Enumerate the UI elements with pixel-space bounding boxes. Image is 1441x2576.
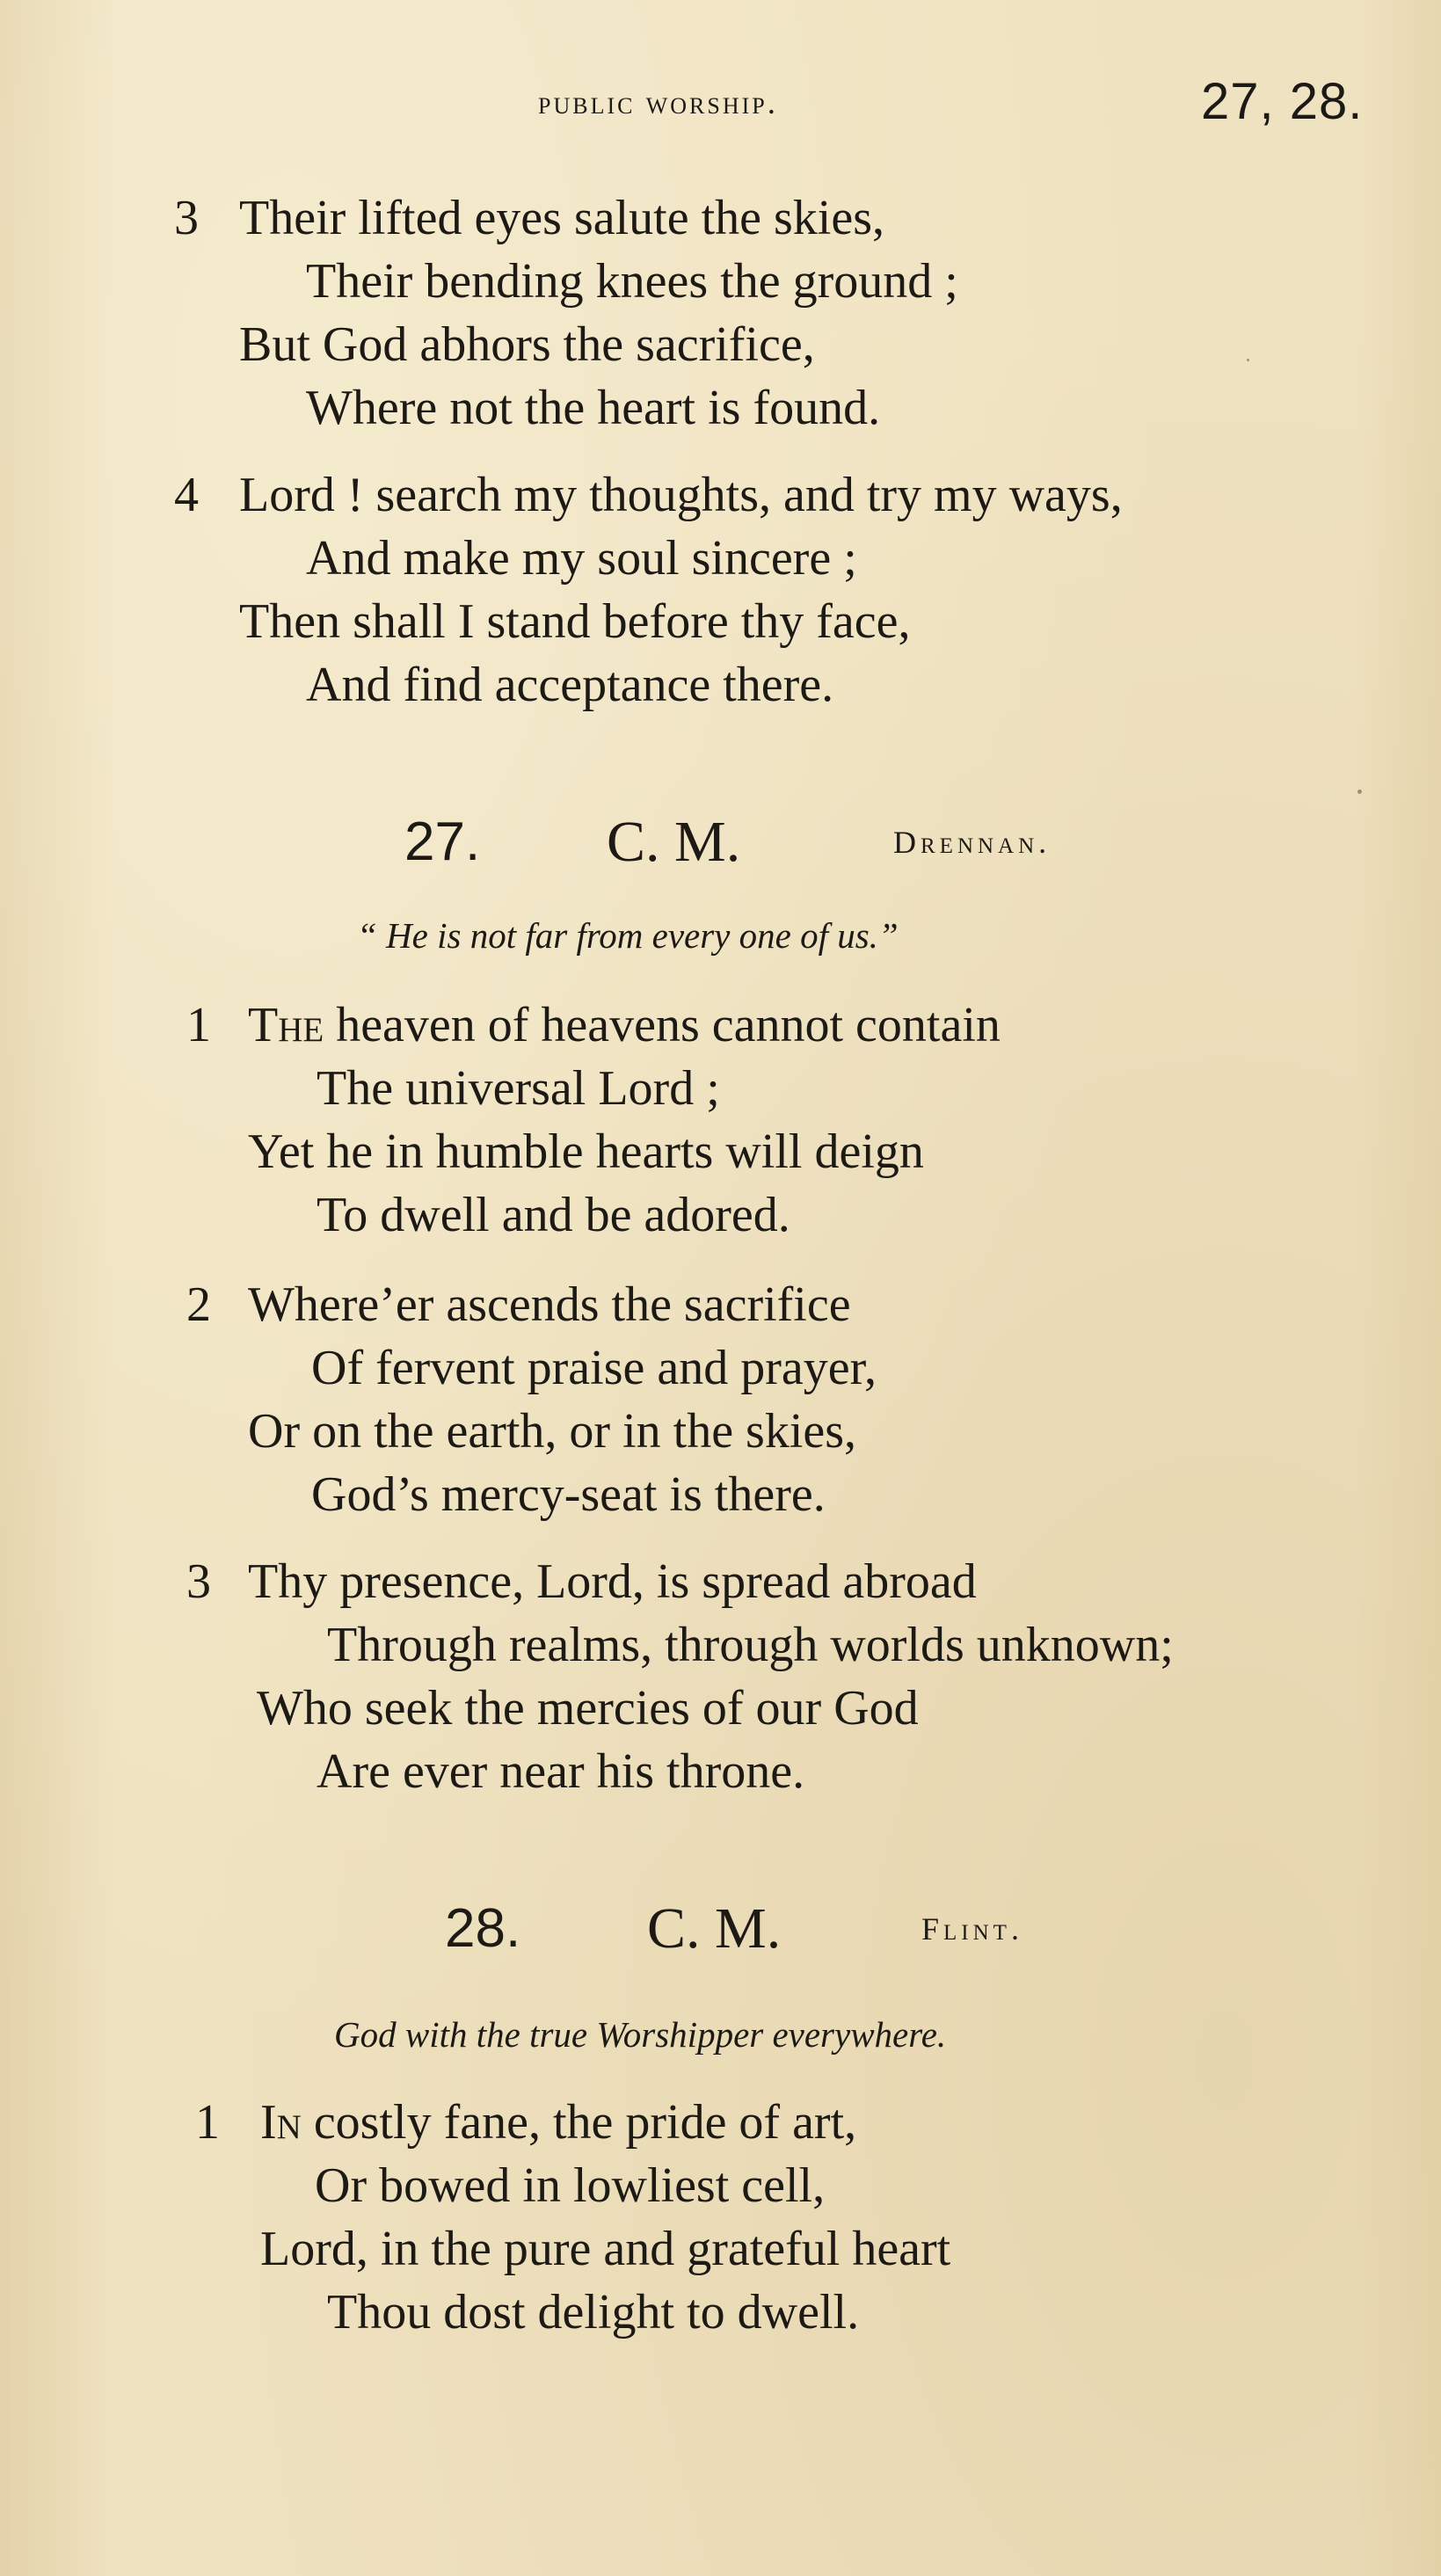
hymn-number: 27. (404, 811, 481, 872)
verse-number: 2 (186, 1277, 211, 1332)
running-head-page-numbers: 27, 28. (1201, 73, 1364, 130)
verse-line-text: To dwell and be adored. (317, 1188, 790, 1242)
verse-line-text: Where not the heart is found. (306, 381, 881, 435)
verse-line (0, 1740, 1441, 1803)
hymn-28-verse-1 (0, 2091, 1441, 2344)
verse-number: 3 (186, 1554, 211, 1609)
paper-speck (1247, 359, 1249, 361)
verse-line (0, 2217, 1441, 2281)
verse-line (0, 250, 1441, 313)
paper-speck (1357, 790, 1362, 794)
verse-line-text: Are ever near his throne. (317, 1744, 805, 1799)
verse-line (0, 1400, 1441, 1463)
hymn-27-heading (0, 807, 1441, 877)
verse-line (0, 1550, 1441, 1613)
verse-line (0, 993, 1441, 1057)
verse-number: 4 (174, 468, 199, 522)
verse-line-text: Or on the earth, or in the skies, (248, 1404, 857, 1459)
verse-number: 3 (174, 191, 199, 245)
verse-line (0, 1057, 1441, 1120)
verse-line-text: Thou dost delight to dwell. (327, 2285, 860, 2340)
verse-line-text: Their lifted eyes salute the skies, (239, 191, 884, 245)
verse-line-text: Yet he in humble hearts will deign (248, 1124, 924, 1179)
verse-line (0, 376, 1441, 440)
verse-line-text: Or bowed in lowliest cell, (315, 2158, 826, 2213)
verse-line-text: The universal Lord ; (317, 1061, 720, 1116)
hymn-tune-name: Drennan. (893, 825, 1052, 860)
hymn-27-verse-2 (0, 1273, 1441, 1526)
verse-line-text: Thy presence, Lord, is spread abroad (248, 1554, 977, 1609)
verse-line-text: Through realms, through worlds unknown; (327, 1618, 1174, 1672)
verse-initial-word: The (248, 998, 324, 1052)
verse-line (0, 527, 1441, 590)
verse-line (0, 2154, 1441, 2217)
running-head-title: public worship. (538, 85, 778, 121)
verse-line-text: Lord, in the pure and grateful heart (260, 2222, 951, 2276)
verse-line-text: And make my soul sincere ; (306, 531, 857, 586)
verse-line-text: Then shall I stand before thy face, (239, 594, 911, 649)
verse-line (0, 1677, 1441, 1740)
verse-line (0, 653, 1441, 717)
verse-line-text (248, 993, 1001, 1057)
hymn-27-verse-3 (0, 1550, 1441, 1803)
hymn-meter: C. M. (647, 1896, 782, 1961)
verse-line (0, 2281, 1441, 2344)
verse-line (0, 1463, 1441, 1526)
hymn-tune-name: Flint. (921, 1911, 1023, 1947)
verse-line-text: But God abhors the sacrifice, (239, 317, 815, 372)
epigraph-text: “ He is not far from every one of us.” (357, 915, 899, 956)
verse-line-text: Of fervent praise and prayer, (311, 1341, 877, 1395)
verse-line (0, 1613, 1441, 1677)
verse-number: 1 (195, 2095, 220, 2150)
verse-line (0, 186, 1441, 250)
hymn-meter: C. M. (607, 810, 741, 874)
epigraph-text: God with the true Worshipper everywhere. (334, 2014, 947, 2055)
verse-initial-word: In (260, 2095, 302, 2150)
verse-number: 1 (186, 998, 211, 1052)
verse-line (0, 313, 1441, 376)
hymn-26-verse-3 (0, 186, 1441, 440)
verse-line (0, 1120, 1441, 1183)
verse-line (0, 590, 1441, 653)
verse-line-text: Who seek the mercies of our God (257, 1681, 919, 1736)
verse-line (0, 1273, 1441, 1336)
verse-line-text: God’s mercy-seat is there. (311, 1467, 826, 1522)
hymn-28-heading (0, 1894, 1441, 1964)
verse-line (0, 1183, 1441, 1247)
verse-line (0, 463, 1441, 527)
verse-line-text (260, 2091, 856, 2154)
verse-line-rest: costly fane, the pride of art, (301, 2095, 857, 2150)
hymn-number: 28. (445, 1898, 521, 1959)
verse-line-text: Lord ! search my thoughts, and try my ways, (239, 468, 1123, 522)
verse-line-rest: heaven of heavens cannot contain (324, 998, 1001, 1052)
hymn-26-verse-4 (0, 463, 1441, 717)
hymn-27-verse-1 (0, 993, 1441, 1247)
verse-line-text: Their bending knees the ground ; (306, 254, 958, 309)
verse-line-text: And find acceptance there. (306, 658, 834, 712)
verse-line-text: Where’er ascends the sacrifice (248, 1277, 851, 1332)
verse-line (0, 1336, 1441, 1400)
running-head (0, 73, 1441, 130)
verse-line (0, 2091, 1441, 2154)
